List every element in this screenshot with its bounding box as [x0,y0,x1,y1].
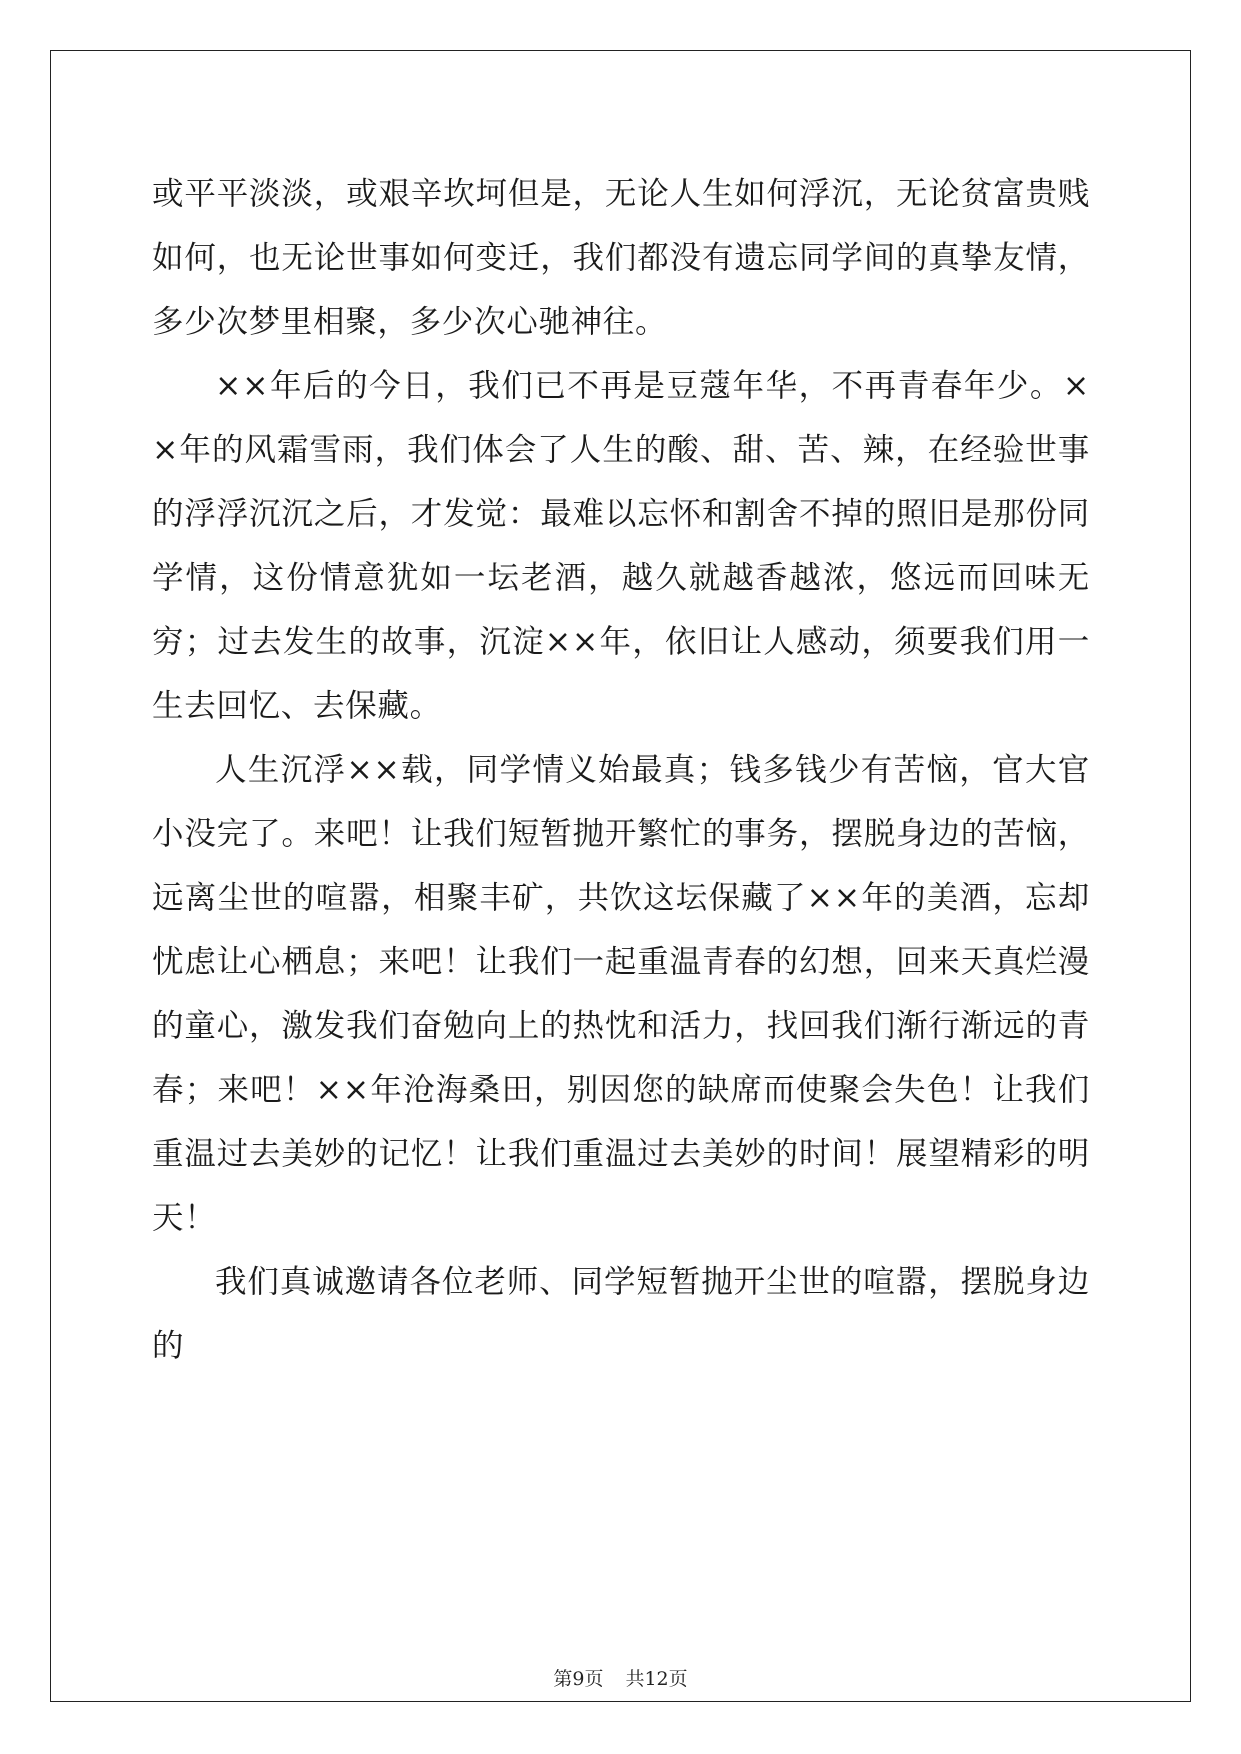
document-body [152,162,1090,1378]
paragraph-4: 我们真诚邀请各位老师、同学短暂抛开尘世的喧嚣，摆脱身边的 [152,1264,1090,1364]
paragraph-3: 人生沉浮××载，同学情义始最真；钱多钱少有苦恼，官大官小没完了。来吧！让我们短暂抛开繁忙的事务，摆脱身边的苦恼，远离尘世的喧嚣，相聚丰矿，共饮这坛保藏了××年的美酒，忘却忧虑让心栖息；来吧！让我们一起重温青春的幻想，回来天真烂漫的童心，激发我们奋勉向上的热忱和活力，找回我们渐行渐远的青春；来吧！××年沧海桑田，别因您的缺席而使聚会失色！让我们重温过去美妙的记忆！让我们重温过去美妙的时间！展望精彩的明天！ [152,752,1090,1236]
page-number: 第9页 [553,1668,604,1690]
page-footer [0,1664,1241,1691]
paragraph-1: 或平平淡淡，或艰辛坎坷但是，无论人生如何浮沉，无论贫富贵贱如何，也无论世事如何变迁，我们都没有遗忘同学间的真挚友情，多少次梦里相聚，多少次心驰神往。 [152,176,1090,340]
paragraph-2: ××年后的今日，我们已不再是豆蔻年华，不再青春年少。××年的风霜雪雨，我们体会了人生的酸、甜、苦、辣，在经验世事的浮浮沉沉之后，才发觉：最难以忘怀和割舍不掉的照旧是那份同学情，这份情意犹如一坛老酒，越久就越香越浓，悠远而回味无穷；过去发生的故事，沉淀××年，依旧让人感动，须要我们用一生去回忆、去保藏。 [152,368,1090,724]
page-total: 共12页 [625,1668,688,1690]
